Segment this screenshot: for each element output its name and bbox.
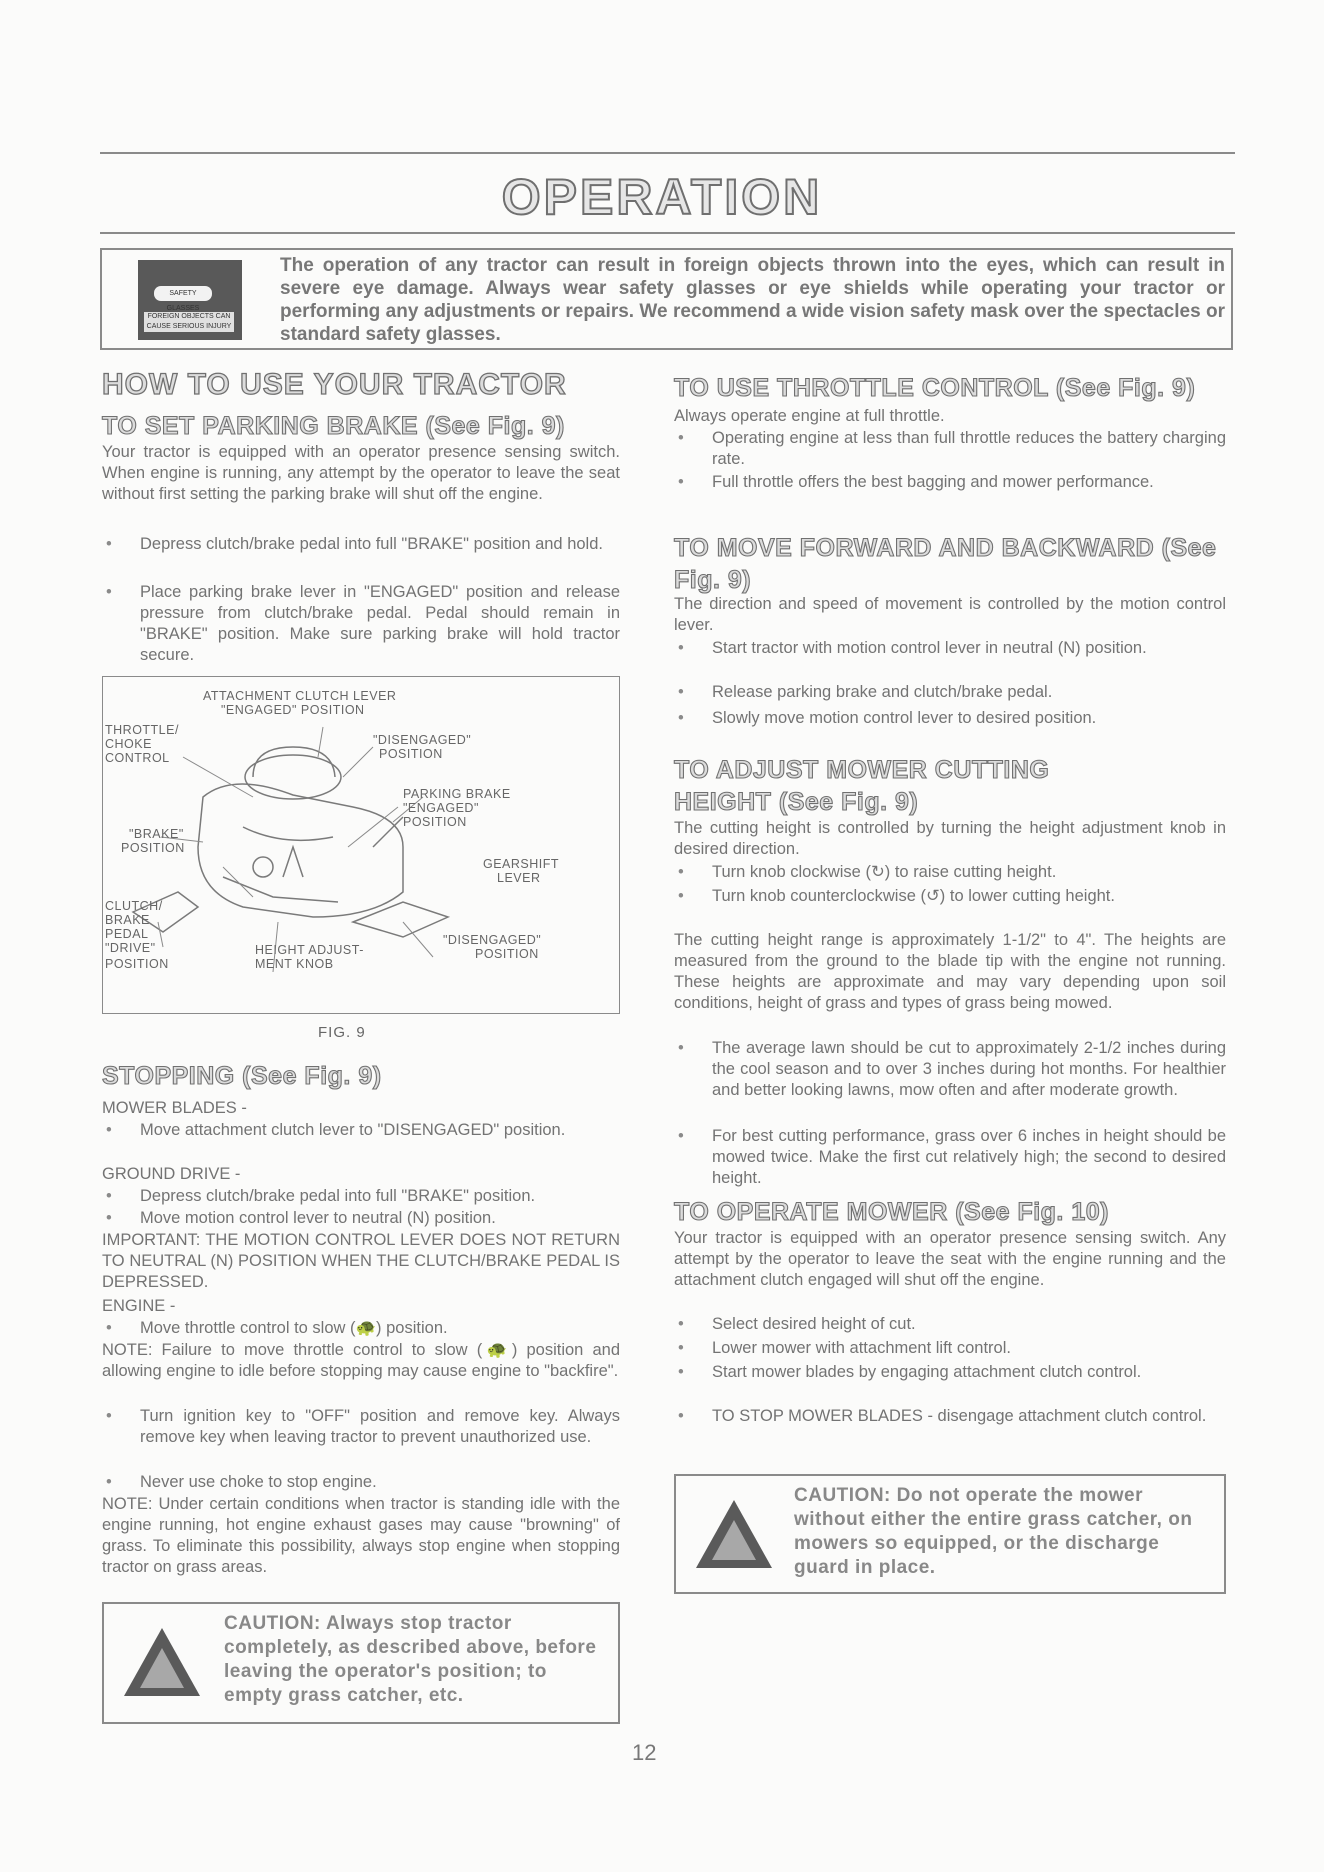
fig-label-height-2: MENT KNOB: [255, 957, 334, 971]
figure-9: [102, 676, 620, 1014]
fig-label-disengaged-top-pos: POSITION: [379, 747, 443, 761]
fig-label-parking-engaged: "ENGAGED": [403, 801, 479, 815]
heading-parking-brake: TO SET PARKING BRAKE (See Fig. 9): [102, 412, 565, 440]
height-bullet-2: • Turn knob counterclockwise (↺) to lower cutting height.: [674, 886, 1226, 907]
stopping-mower-blades: MOWER BLADES -: [102, 1099, 247, 1117]
fig-label-disengaged-bottom-pos: POSITION: [475, 947, 539, 961]
warning-triangle-icon: [694, 1498, 774, 1570]
throttle-bullet-2: • Full throttle offers the best bagging and mower performance.: [674, 472, 1226, 493]
fig-label-parking-brake: PARKING BRAKE: [403, 787, 511, 801]
fig-label-control: CONTROL: [105, 751, 170, 765]
stopping-note-1: NOTE: Failure to move throttle control to slow (🐢) position and allowing engine to idle before stopping may cause engine to "backfire".: [102, 1341, 620, 1380]
parking-intro: Your tractor is equipped with an operator presence sensing switch. When engine is running, any attempt by the operator to leave the seat without first setting the parking brake will shut off the engine.: [102, 443, 620, 503]
stopping-key-bullet: • Turn ignition key to "OFF" position and remove key. Always remove key when leaving tractor to prevent unauthorized use.: [102, 1406, 620, 1448]
fig-label-brake: "BRAKE": [129, 827, 184, 841]
operate-bullet-4: • TO STOP MOWER BLADES - disengage attachment clutch control.: [674, 1406, 1226, 1427]
stopping-engine: ENGINE -: [102, 1297, 176, 1315]
top-rule: [100, 152, 1235, 154]
stopping-choke-bullet: • Never use choke to stop engine.: [102, 1472, 620, 1493]
stopping-ground-drive: GROUND DRIVE -: [102, 1165, 241, 1183]
parking-bullet-2: • Place parking brake lever in "ENGAGED" position and release pressure from clutch/brake pedal. Pedal should remain in "BRAKE" position. Make sure parking brake will hold tractor secure.: [102, 582, 620, 666]
operate-bullet-1: • Select desired height of cut.: [674, 1314, 1226, 1335]
safety-icon-tag-bottom: FOREIGN OBJECTS CAN CAUSE SERIOUS INJURY: [144, 312, 234, 332]
heading-stopping: STOPPING (See Fig. 9): [102, 1062, 382, 1090]
heading-cutting-height: TO ADJUST MOWER CUTTING HEIGHT (See Fig. 9): [674, 756, 1050, 816]
heading-move: TO MOVE FORWARD AND BACKWARD (See Fig. 9): [674, 534, 1217, 594]
fig-label-height: HEIGHT ADJUST-: [255, 943, 364, 957]
title-rule: [100, 232, 1235, 234]
figure-caption: FIG. 9: [318, 1024, 366, 1041]
caution-box-left: [102, 1602, 620, 1724]
fig-label-parking-pos: POSITION: [403, 815, 467, 829]
move-bullet-1: • Start tractor with motion control lever in neutral (N) position.: [674, 638, 1226, 659]
fig-label-disengaged-top: "DISENGAGED": [373, 733, 472, 747]
height-bullet-1: • Turn knob clockwise (↻) to raise cutting height.: [674, 862, 1226, 883]
safety-icon-tag-top: SAFETY GLASSES: [154, 286, 212, 301]
height-bullet-3: • The average lawn should be cut to approximately 2-1/2 inches during the cool season and to over 3 inches during hot months. For healthier and better looking lawns, mow often and after moderate growth.: [674, 1038, 1226, 1101]
fig-label-disengaged-bottom: "DISENGAGED": [443, 933, 542, 947]
safety-glasses-icon: [138, 260, 242, 340]
fig-label-throttle: THROTTLE/: [105, 723, 179, 737]
move-bullet-2: • Release parking brake and clutch/brake pedal.: [674, 682, 1226, 703]
section-heading-how-to-use: HOW TO USE YOUR TRACTOR: [102, 368, 567, 401]
page-title: OPERATION: [501, 169, 823, 225]
page-number: 12: [632, 1740, 657, 1765]
move-intro: The direction and speed of movement is controlled by the motion control lever.: [674, 595, 1226, 634]
stopping-ground-bullet-2: • Move motion control lever to neutral (N) position.: [102, 1208, 620, 1229]
fig-label-clutch-brake: BRAKE: [105, 913, 150, 927]
safety-notice: [100, 248, 1233, 350]
operate-intro: Your tractor is equipped with an operator presence sensing switch. Any attempt by the operator to leave the seat with the engine running and the attachment clutch engaged will shut off the engine.: [674, 1229, 1226, 1289]
heading-operate-mower: TO OPERATE MOWER (See Fig. 10): [674, 1198, 1109, 1226]
height-range: The cutting height range is approximately 1-1/2" to 4". The heights are measured from the ground to the blade tip with the engine not running. These heights are approximate and may vary depending upon soil conditions, height of grass and types of grass being mowed.: [674, 931, 1226, 1012]
heading-throttle: TO USE THROTTLE CONTROL (See Fig. 9): [674, 374, 1196, 402]
fig-label-choke: CHOKE: [105, 737, 152, 751]
throttle-bullet-1: • Operating engine at less than full throttle reduces the battery charging rate.: [674, 428, 1226, 470]
move-bullet-3: • Slowly move motion control lever to desired position.: [674, 708, 1226, 729]
fig-label-drive-pos: POSITION: [105, 957, 169, 971]
caution-right-text: CAUTION: Do not operate the mower without either the entire grass catcher, on mowers so equipped, or the discharge guard in place.: [794, 1485, 1193, 1578]
operate-bullet-2: • Lower mower with attachment lift control.: [674, 1338, 1226, 1359]
stopping-engine-bullet: • Move throttle control to slow (🐢) position.: [102, 1318, 620, 1339]
caution-box-right: [674, 1474, 1226, 1594]
height-bullet-4: • For best cutting performance, grass over 6 inches in height should be mowed twice. Make the first cut relatively high; the second to desired height.: [674, 1126, 1226, 1189]
fig-label-pedal: PEDAL: [105, 927, 149, 941]
height-intro: The cutting height is controlled by turning the height adjustment knob in desired direction.: [674, 819, 1226, 858]
fig-label-clutch: CLUTCH/: [105, 899, 163, 913]
stopping-ground-bullet-1: • Depress clutch/brake pedal into full "BRAKE" position.: [102, 1186, 620, 1207]
throttle-intro: Always operate engine at full throttle.: [674, 407, 945, 425]
fig-label-brake-pos: POSITION: [121, 841, 185, 855]
fig-label-attachment: ATTACHMENT CLUTCH LEVER: [203, 689, 397, 703]
operate-bullet-3: • Start mower blades by engaging attachment clutch control.: [674, 1362, 1226, 1383]
stopping-mower-bullet: • Move attachment clutch lever to "DISENGAGED" position.: [102, 1120, 620, 1141]
parking-bullet-1: • Depress clutch/brake pedal into full "BRAKE" position and hold.: [102, 534, 620, 555]
fig-label-lever: LEVER: [497, 871, 541, 885]
stopping-note-2: NOTE: Under certain conditions when tractor is standing idle with the engine running, hot engine exhaust gases may cause "browning" of grass. To eliminate this possibility, always stop engine when stopping tractor on grass areas.: [102, 1495, 620, 1576]
safety-notice-text: The operation of any tractor can result in foreign objects thrown into the eyes, which can result in severe eye damage. Always wear safety glasses or eye shields while operating your tractor or performing any adjustments or repairs. We recommend a wide vision safety mask over the spectacles or standard safety glasses.: [280, 255, 1225, 345]
fig-label-attachment-engaged: "ENGAGED" POSITION: [221, 703, 365, 717]
fig-label-gearshift: GEARSHIFT: [483, 857, 560, 871]
caution-left-text: CAUTION: Always stop tractor completely, as described above, before leaving the operator's position; to empty grass catcher, etc.: [224, 1613, 597, 1706]
stopping-important: IMPORTANT: THE MOTION CONTROL LEVER DOES NOT RETURN TO NEUTRAL (N) POSITION WHEN THE CLUTCH/BRAKE PEDAL IS DEPRESSED.: [102, 1231, 620, 1291]
warning-triangle-icon: [122, 1626, 202, 1698]
fig-label-drive: "DRIVE": [105, 941, 156, 955]
